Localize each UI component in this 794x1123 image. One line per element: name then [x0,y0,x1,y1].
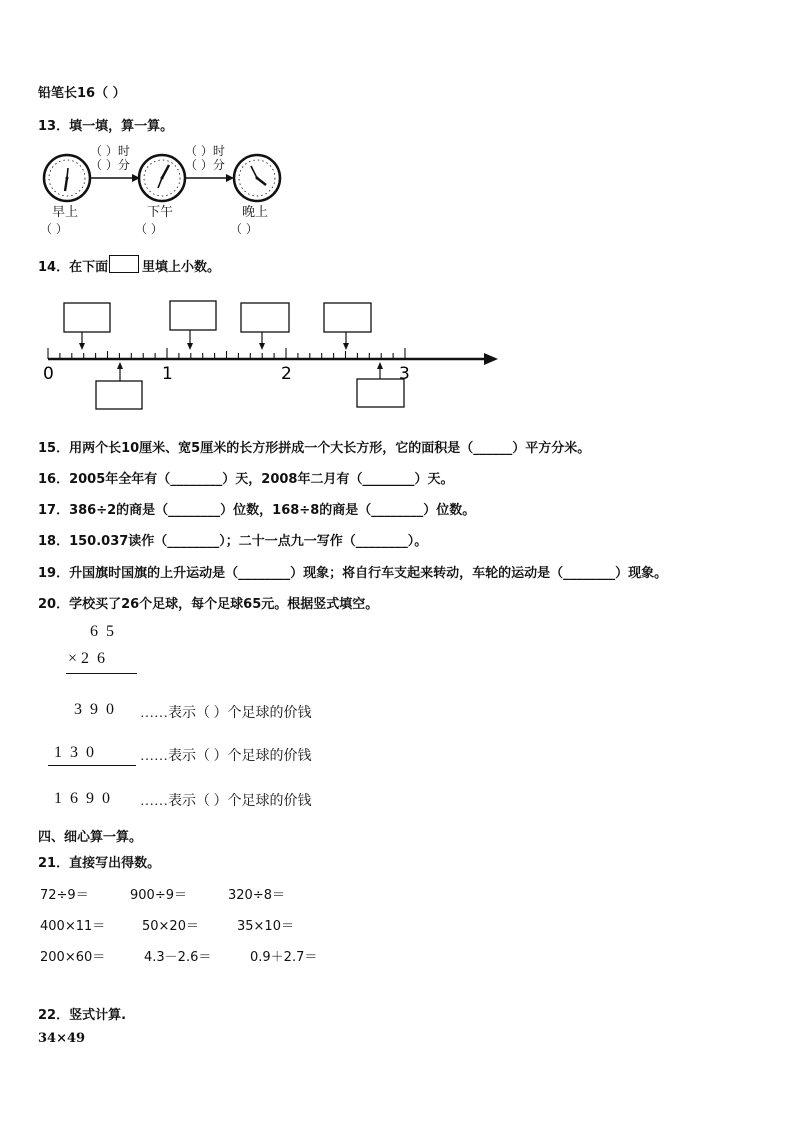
answer-box-top-1[interactable] [64,303,110,332]
calc-1-3: 320÷8＝ [228,888,285,903]
vertical-row-5: 1 6 9 0 [54,790,110,807]
q22-expression: 34×49 [38,1031,86,1046]
vertical-row-4: 1 3 0 [54,744,94,761]
clock-answer-evening[interactable]: （ ） [230,222,258,236]
clock-label-evening: 晚上 [242,205,269,220]
tick-label-1: 1 [162,364,173,384]
clock-morning-icon [44,155,90,201]
calc-3-2: 4.3－2.6＝ [144,950,212,965]
clock-afternoon-icon [139,155,185,201]
gap-2-minute: （ ）分 [185,158,225,172]
clock-label-morning: 早上 [52,205,79,220]
section-4-heading: 四、细心算一算。 [38,830,143,845]
gap-1-hour: （ ）时 [90,144,130,158]
vertical-rule-2 [48,765,136,766]
vertical-row-1: 6 5 [90,623,114,640]
tick-label-0: 0 [43,364,54,384]
q15: 15．用两个长10厘米、宽5厘米的长方形拼成一个大长方形，它的面积是（______）平方分米。 [38,441,591,456]
calc-2-1: 400×11＝ [40,919,106,934]
answer-box-top-4[interactable] [324,303,371,332]
clock-label-afternoon: 下午 [147,205,174,220]
calc-2-2: 50×20＝ [142,919,199,934]
q12-tail: 铅笔长16（ ） [38,86,126,101]
q22-title: 22．竖式计算. [38,1008,127,1023]
answer-box-top-3[interactable] [241,303,289,332]
gap-2 [185,144,225,172]
q14-suffix: 里填上小数。 [142,260,221,275]
q14-prefix: 14．在下面 [38,260,109,275]
calc-1-1: 72÷9＝ [40,888,89,903]
clock-answer-morning[interactable]: （ ） [40,222,68,236]
gap-2-hour: （ ）时 [185,144,225,158]
q21-title: 21．直接写出得数。 [38,856,161,871]
q18: 18．150.037读作（________）；二十一点九一写作（________）。 [38,534,428,549]
calc-1-2: 900÷9＝ [130,888,187,903]
vertical-rule-1 [66,673,137,674]
answer-box-bottom-1[interactable] [96,381,142,409]
q16: 16．2005年全年有（________）天，2008年二月有（________）天。 [38,472,454,487]
tick-label-3: 3 [399,364,410,384]
number-line [40,295,510,415]
q13-title: 13．填一填，算一算。 [38,119,174,134]
vertical-row-2: × 2 6 [68,650,106,667]
gap-1 [90,144,130,172]
tick-label-2: 2 [281,364,292,384]
calc-2-3: 35×10＝ [237,919,294,934]
calc-3-1: 200×60＝ [40,950,106,965]
q19: 19．升国旗时国旗的上升运动是（________）现象；将自行车支起来转动，车轮的运动是（________）现象。 [38,566,668,581]
row-5-hint: ……表示（ ）个足球的价钱 [140,794,312,809]
q17: 17．386÷2的商是（________）位数，168÷8的商是（________）位数。 [38,503,476,518]
row-3-hint: ……表示（ ）个足球的价钱 [140,706,312,721]
q20-title: 20．学校买了26个足球，每个足球65元。根据竖式填空。 [38,597,379,612]
vertical-row-3: 3 9 0 [74,701,114,718]
clock-answer-afternoon[interactable]: （ ） [135,222,163,236]
answer-box-bottom-2[interactable] [357,379,404,407]
q14-inline-box [109,255,139,273]
clock-evening-icon [234,155,280,201]
gap-1-minute: （ ）分 [90,158,130,172]
row-4-hint: ……表示（ ）个足球的价钱 [140,749,312,764]
answer-box-top-2[interactable] [170,301,216,330]
calc-3-3: 0.9＋2.7＝ [250,950,318,965]
